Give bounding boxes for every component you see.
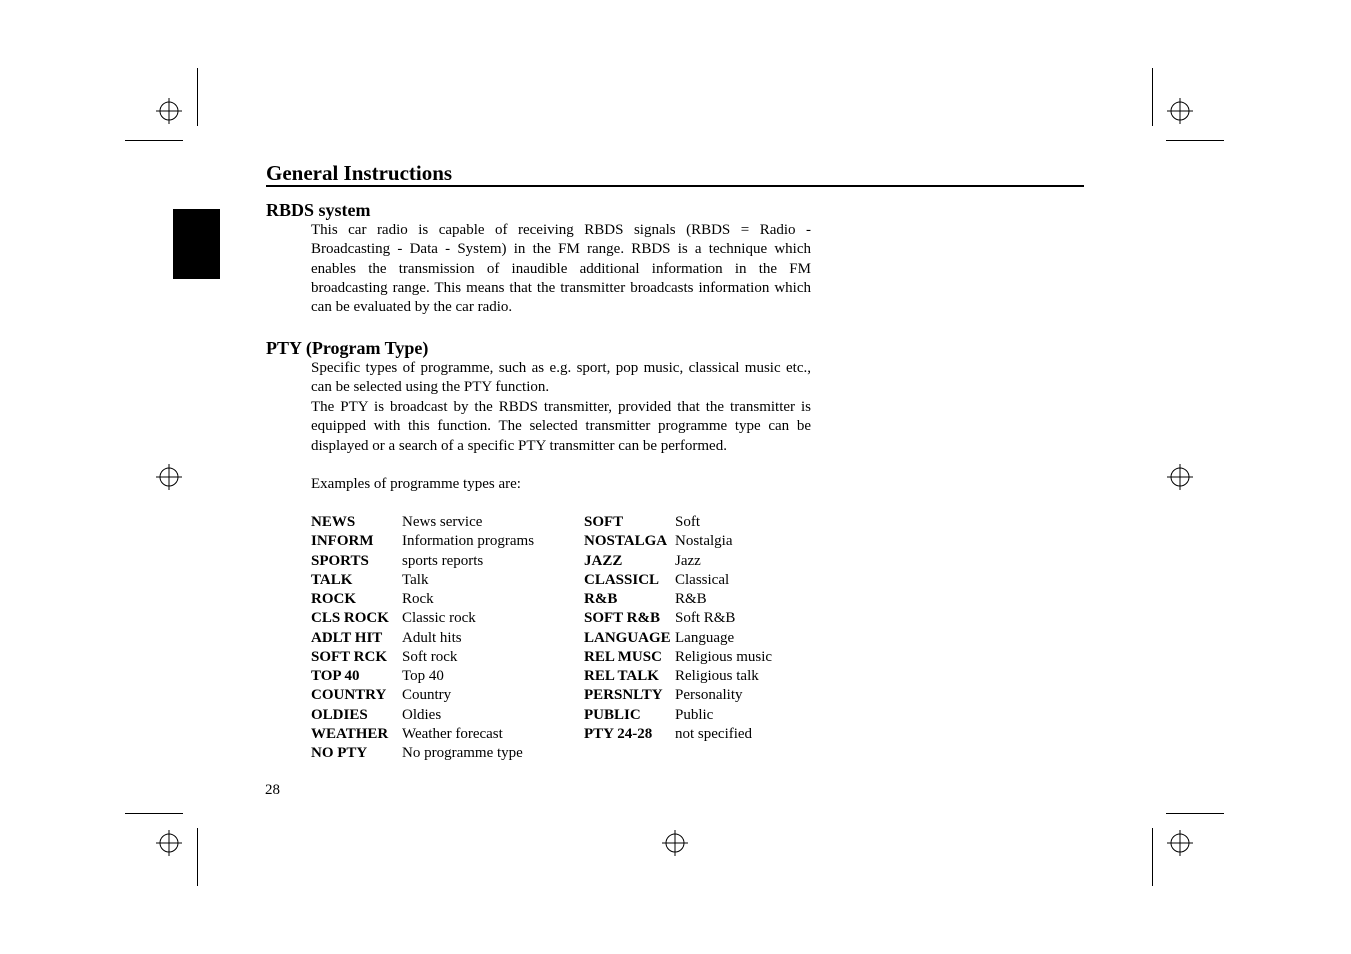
page-number: 28 bbox=[265, 782, 280, 798]
pty-code: INFORM bbox=[311, 533, 374, 550]
pty-code: ROCK bbox=[311, 591, 356, 607]
pty-description: Soft R&B bbox=[675, 610, 736, 627]
pty-description: Talk bbox=[402, 571, 429, 588]
pty-code: SOFT bbox=[584, 514, 624, 530]
pty-description: Oldies bbox=[402, 706, 442, 723]
pty-code: PERSNLTY bbox=[584, 687, 663, 704]
list-item bbox=[584, 532, 844, 551]
rbds-paragraph: This car radio is capable of receiving RBDS signals (RBDS = Radio - Broadcasting - Data - System) in the FM range. RBDS is a technique which enables the transmission of inaudible additional information in the FM broadcasting range. This means that the transmitter broadcasts information which can be evaluated by the car radio. bbox=[311, 222, 811, 316]
pty-paragraph-1: Specific types of programme, such as e.g. sport, pop music, classical music etc., can be selected using the PTY function. bbox=[311, 360, 811, 396]
pty-description: Personality bbox=[675, 687, 743, 704]
pty-description: Weather forecast bbox=[402, 725, 503, 742]
list-item bbox=[311, 590, 571, 609]
pty-description: Soft rock bbox=[402, 648, 458, 665]
examples-intro: Examples of programme types are: bbox=[311, 476, 521, 492]
pty-description: Rock bbox=[402, 591, 434, 607]
pty-paragraph-2: The PTY is broadcast by the RBDS transmitter, provided that the transmitter is equipped with this function. The selected transmitter programme type can be displayed or a search of a specific PTY transmitter can be performed. bbox=[311, 399, 811, 454]
list-item bbox=[311, 513, 571, 532]
registration-mark-icon bbox=[156, 464, 182, 490]
pty-list-right bbox=[584, 513, 844, 744]
pty-description: News service bbox=[402, 514, 483, 530]
list-item bbox=[311, 571, 571, 590]
list-item bbox=[584, 667, 844, 686]
pty-description: Public bbox=[675, 706, 714, 723]
list-item bbox=[584, 609, 844, 628]
pty-code: TALK bbox=[311, 571, 353, 588]
registration-mark-icon bbox=[1167, 830, 1193, 856]
pty-description: No programme type bbox=[402, 745, 523, 761]
pty-description: Top 40 bbox=[402, 668, 444, 684]
crop-mark-icon bbox=[1166, 813, 1224, 814]
crop-mark-icon bbox=[197, 68, 198, 126]
pty-heading: PTY (Program Type) bbox=[266, 338, 429, 358]
pty-code: REL TALK bbox=[584, 668, 659, 684]
list-item bbox=[311, 629, 571, 648]
registration-mark-icon bbox=[1167, 464, 1193, 490]
registration-mark-icon bbox=[1167, 98, 1193, 124]
list-item bbox=[584, 590, 844, 609]
list-item bbox=[311, 744, 571, 763]
section-tab-marker bbox=[173, 209, 220, 279]
pty-description: Religious talk bbox=[675, 668, 759, 684]
pty-description: Adult hits bbox=[402, 629, 462, 646]
pty-description: sports reports bbox=[402, 552, 484, 569]
pty-description: not specified bbox=[675, 725, 753, 742]
rbds-heading: RBDS system bbox=[266, 200, 371, 220]
pty-code: PTY 24-28 bbox=[584, 725, 653, 742]
pty-list-left bbox=[311, 513, 571, 763]
pty-code: SOFT RCK bbox=[311, 648, 387, 665]
pty-code: COUNTRY bbox=[311, 687, 387, 704]
pty-description: Classical bbox=[675, 571, 730, 588]
list-item bbox=[584, 648, 844, 667]
list-item bbox=[584, 629, 844, 648]
pty-code: WEATHER bbox=[311, 725, 389, 742]
list-item bbox=[311, 706, 571, 725]
crop-mark-icon bbox=[125, 813, 183, 814]
crop-mark-icon bbox=[1166, 140, 1224, 141]
pty-code: SPORTS bbox=[311, 552, 369, 569]
pty-code: OLDIES bbox=[311, 706, 368, 723]
pty-code: NEWS bbox=[311, 514, 356, 530]
list-item bbox=[584, 725, 844, 744]
pty-code: TOP 40 bbox=[311, 668, 360, 684]
list-item bbox=[584, 513, 844, 532]
pty-description: Jazz bbox=[675, 552, 701, 569]
list-item bbox=[311, 667, 571, 686]
list-item bbox=[311, 609, 571, 628]
pty-description: R&B bbox=[675, 591, 707, 607]
pty-code: NO PTY bbox=[311, 745, 368, 761]
list-item bbox=[311, 552, 571, 571]
pty-code: R&B bbox=[584, 591, 618, 607]
registration-mark-icon bbox=[156, 830, 182, 856]
list-item bbox=[584, 686, 844, 705]
pty-code: CLASSICL bbox=[584, 571, 660, 588]
crop-mark-icon bbox=[125, 140, 183, 141]
crop-mark-icon bbox=[1152, 828, 1153, 886]
list-item bbox=[311, 532, 571, 551]
pty-description: Soft bbox=[675, 514, 701, 530]
pty-code: CLS ROCK bbox=[311, 610, 389, 627]
pty-description: Language bbox=[675, 629, 735, 646]
registration-mark-icon bbox=[662, 830, 688, 856]
pty-description: Classic rock bbox=[402, 610, 476, 627]
title-underline bbox=[266, 185, 1084, 187]
registration-mark-icon bbox=[156, 98, 182, 124]
pty-code: NOSTALGA bbox=[584, 533, 668, 550]
pty-code: REL MUSC bbox=[584, 648, 662, 665]
pty-description: Country bbox=[402, 687, 452, 704]
pty-description: Information programs bbox=[402, 533, 535, 550]
list-item bbox=[584, 552, 844, 571]
crop-mark-icon bbox=[197, 828, 198, 886]
list-item bbox=[311, 686, 571, 705]
pty-code: ADLT HIT bbox=[311, 629, 383, 646]
pty-description: Nostalgia bbox=[675, 533, 733, 550]
pty-description: Religious music bbox=[675, 648, 773, 665]
crop-mark-icon bbox=[1152, 68, 1153, 126]
pty-code: LANGUAGE bbox=[584, 629, 671, 646]
pty-code: JAZZ bbox=[584, 552, 623, 569]
page-title: General Instructions bbox=[266, 161, 453, 185]
list-item bbox=[584, 571, 844, 590]
list-item bbox=[311, 725, 571, 744]
pty-code: SOFT R&B bbox=[584, 610, 660, 627]
pty-code: PUBLIC bbox=[584, 706, 641, 723]
list-item bbox=[311, 648, 571, 667]
list-item bbox=[584, 706, 844, 725]
